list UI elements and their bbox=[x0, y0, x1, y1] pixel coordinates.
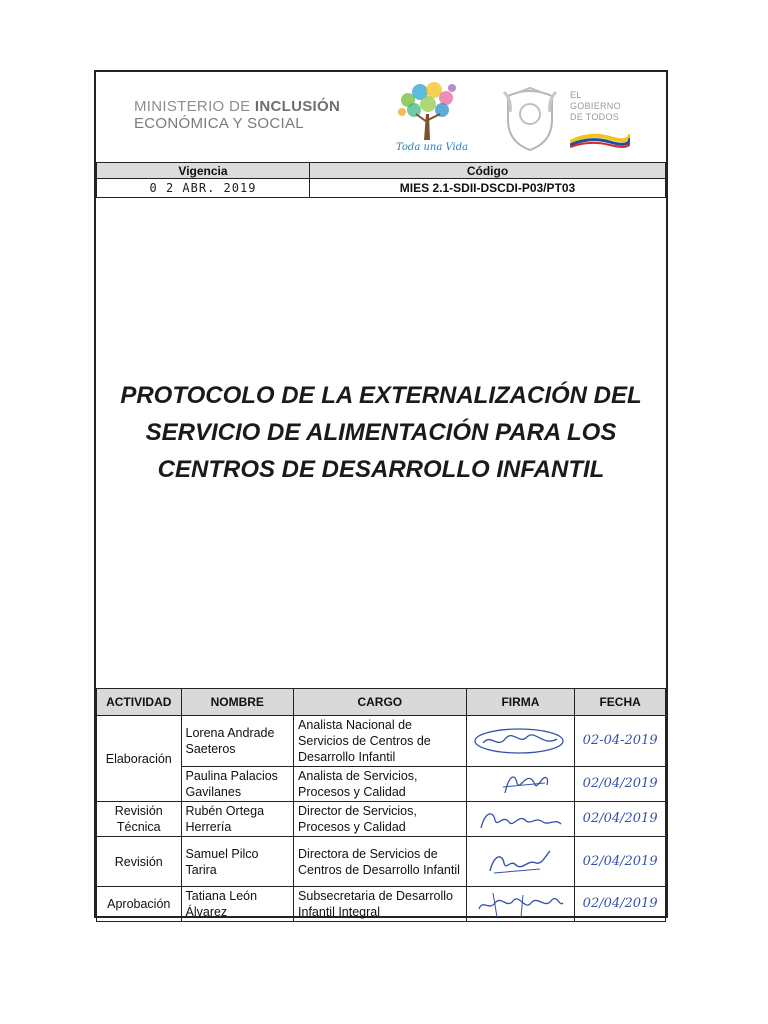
nombre-cell: Tatiana León Álvarez bbox=[181, 887, 294, 922]
logo-tree-text: Toda una Vida bbox=[396, 142, 469, 153]
vigencia-stamp: 0 2 ABR. 2019 bbox=[97, 179, 310, 198]
header-firma: FIRMA bbox=[466, 689, 575, 716]
document-frame bbox=[94, 70, 668, 918]
firma-cell bbox=[466, 767, 575, 802]
table-row bbox=[97, 887, 666, 922]
title-line1: PROTOCOLO DE LA EXTERNALIZACIÓN DEL bbox=[120, 382, 642, 409]
actividad-cell: Aprobación bbox=[97, 887, 182, 922]
firma-cell bbox=[466, 887, 575, 922]
ministry-line1-light: MINISTERIO DE bbox=[134, 98, 251, 115]
actividad-cell: Revisión bbox=[97, 837, 182, 887]
signature-mark bbox=[473, 723, 567, 759]
signature-mark bbox=[475, 769, 565, 799]
table-row bbox=[97, 767, 666, 802]
vigencia-label: Vigencia bbox=[97, 163, 310, 179]
signature-table bbox=[96, 688, 666, 922]
actividad-cell: Elaboración bbox=[97, 716, 182, 802]
firma-cell bbox=[466, 802, 575, 837]
fecha-cell: 02/04/2019 bbox=[575, 887, 666, 922]
fecha-cell: 02/04/2019 bbox=[575, 837, 666, 887]
document-header bbox=[96, 72, 666, 162]
nombre-cell: Lorena Andrade Saeteros bbox=[181, 716, 294, 767]
ministry-line2: ECONÓMICA Y SOCIAL bbox=[134, 115, 304, 132]
table-row bbox=[97, 716, 666, 767]
ministry-line1-strong: INCLUSIÓN bbox=[254, 98, 341, 115]
gobierno-text: EL GOBIERNO DE TODOS bbox=[570, 90, 621, 122]
fecha-cell: 02/04/2019 bbox=[575, 802, 666, 837]
cargo-cell: Director de Servicios, Procesos y Calidad bbox=[294, 802, 467, 837]
nombre-cell: Samuel Pilco Tarira bbox=[181, 837, 294, 887]
gobierno-flag-stripe bbox=[570, 132, 630, 148]
ministry-name bbox=[134, 98, 340, 132]
header-actividad: ACTIVIDAD bbox=[97, 689, 182, 716]
fecha-cell: 02/04/2019 bbox=[575, 767, 666, 802]
toda-una-vida-logo bbox=[388, 78, 470, 158]
signature-mark bbox=[480, 845, 560, 879]
table-row bbox=[97, 837, 666, 887]
cargo-cell: Subsecretaria de Desarrollo Infantil Integral bbox=[294, 887, 467, 922]
fecha-cell: 02-04-2019 bbox=[575, 716, 666, 767]
cargo-cell: Directora de Servicios de Centros de Desarrollo Infantil bbox=[294, 837, 467, 887]
title-line2: SERVICIO DE ALIMENTACIÓN PARA LOS bbox=[145, 419, 617, 446]
table-row bbox=[97, 802, 666, 837]
cargo-cell: Analista Nacional de Servicios de Centros de Desarrollo Infantil bbox=[294, 716, 467, 767]
codigo-value: MIES 2.1-SDII-DSCDI-P03/PT03 bbox=[310, 179, 666, 198]
nombre-cell: Paulina Palacios Gavilanes bbox=[181, 767, 294, 802]
signature-mark bbox=[473, 804, 567, 834]
codigo-label: Código bbox=[310, 163, 666, 179]
title-line3: CENTROS DE DESARROLLO INFANTIL bbox=[157, 456, 605, 483]
document-title bbox=[106, 377, 656, 488]
header-cargo: CARGO bbox=[294, 689, 467, 716]
actividad-cell: Revisión Técnica bbox=[97, 802, 182, 837]
signature-mark bbox=[473, 889, 567, 919]
header-fecha: FECHA bbox=[575, 689, 666, 716]
national-shield-icon bbox=[500, 86, 560, 152]
document-meta-table bbox=[96, 162, 666, 198]
cargo-cell: Analista de Servicios, Procesos y Calidad bbox=[294, 767, 467, 802]
signature-table-header bbox=[97, 689, 666, 716]
firma-cell bbox=[466, 716, 575, 767]
header-nombre: NOMBRE bbox=[181, 689, 294, 716]
firma-cell bbox=[466, 837, 575, 887]
nombre-cell: Rubén Ortega Herrería bbox=[181, 802, 294, 837]
